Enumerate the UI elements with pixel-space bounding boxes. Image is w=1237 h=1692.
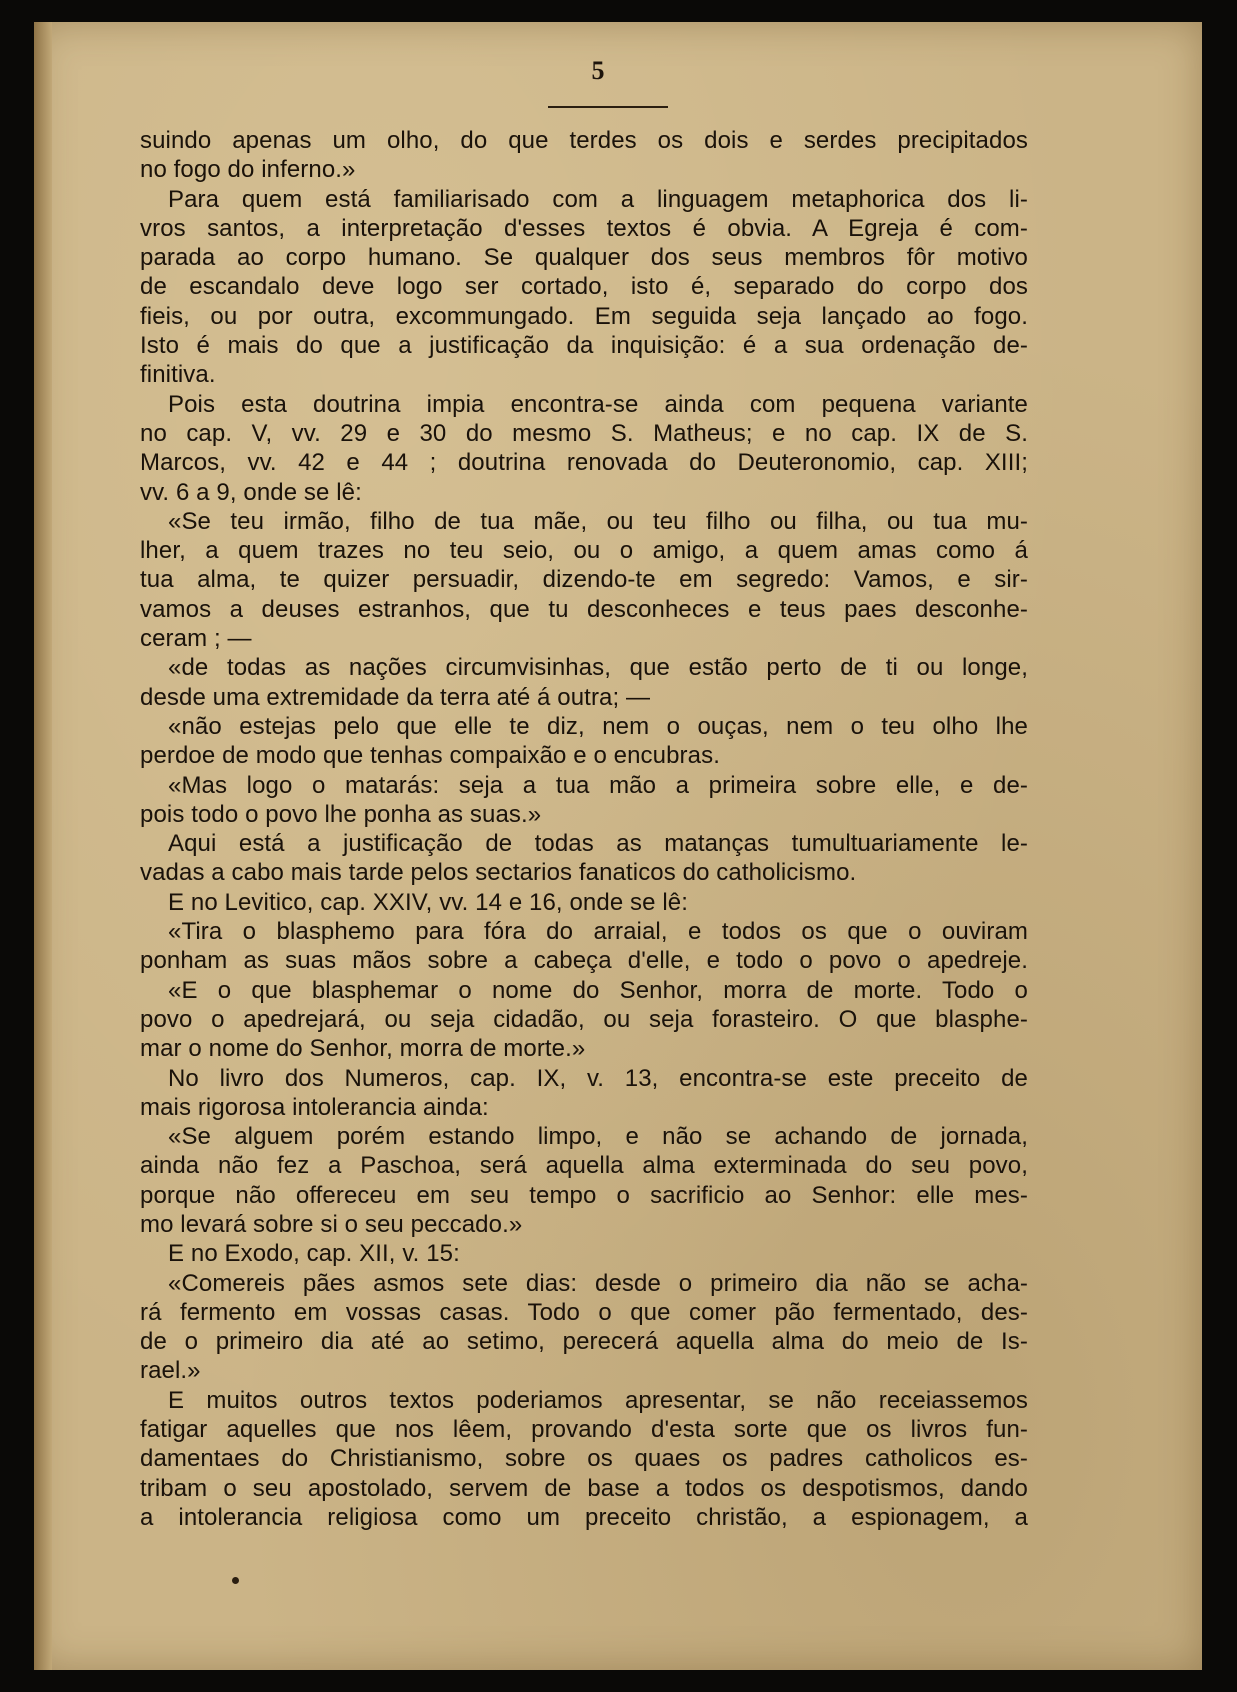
text-line: E no Levitico, cap. XXIV, vv. 14 e 16, onde se lê: [168, 888, 688, 916]
text-line: «Se alguem porém estando limpo, e não se achando de jornada, [168, 1123, 1028, 1151]
text-line: E no Exodo, cap. XII, v. 15: [168, 1240, 460, 1268]
page-binding-edge [34, 22, 52, 1670]
text-line: «de todas as nações circumvisinhas, que estão perto de ti ou longe, [168, 654, 1028, 682]
text-line: vv. 6 a 9, onde se lê: [140, 478, 362, 506]
text-line: rael.» [140, 1357, 201, 1385]
text-line: lher, a quem trazes no teu seio, ou o amigo, a quem amas como á [140, 537, 1028, 565]
text-line: fatigar aquelles que nos lêem, provando d'esta sorte que os livros fun- [140, 1416, 1028, 1444]
text-line: finitiva. [140, 361, 216, 389]
text-line: no fogo do inferno.» [140, 156, 356, 184]
text-line: a intolerancia religiosa como um preceito christão, a espionagem, a [140, 1503, 1028, 1531]
ink-spot [232, 1577, 239, 1584]
text-line: porque não offereceu em seu tempo o sacrificio ao Senhor: elle mes- [140, 1181, 1028, 1209]
text-line: Isto é mais do que a justificação da inquisição: é a sua ordenação de- [140, 332, 1028, 360]
text-line: mais rigorosa intolerancia ainda: [140, 1093, 489, 1121]
text-line: «Mas logo o matarás: seja a tua mão a primeira sobre elle, e de- [168, 771, 1028, 799]
text-line: tua alma, te quizer persuadir, dizendo-te em segredo: Vamos, e sir- [140, 566, 1028, 594]
page-number: 5 [591, 56, 605, 85]
text-line: Marcos, vv. 42 e 44 ; doutrina renovada do Deuteronomio, cap. XIII; [140, 449, 1028, 477]
text-line: Aqui está a justificação de todas as matanças tumultuariamente le- [168, 830, 1028, 858]
text-line: «Tira o blasphemo para fóra do arraial, e todos os que o ouviram [168, 918, 1028, 946]
text-line: de escandalo deve logo ser cortado, isto é, separado do corpo dos [140, 273, 1028, 301]
text-line: rá fermento em vossas casas. Todo o que comer pão fermentado, des- [140, 1298, 1028, 1326]
text-line: no cap. V, vv. 29 e 30 do mesmo S. Matheus; e no cap. IX de S. [140, 419, 1028, 447]
text-line: mo levará sobre si o seu peccado.» [140, 1210, 523, 1238]
body-text [140, 126, 1028, 1532]
text-line: desde uma extremidade da terra até á outra; — [140, 683, 651, 711]
text-line: ceram ; — [140, 625, 252, 653]
text-line: parada ao corpo humano. Se qualquer dos seus membros fôr motivo [140, 244, 1028, 272]
text-line: vamos a deuses estranhos, que tu desconheces e teus paes desconhe- [140, 595, 1028, 623]
text-line: suindo apenas um olho, do que terdes os dois e serdes precipitados [140, 127, 1028, 154]
text-line: Pois esta doutrina impia encontra-se ainda com pequena variante [168, 390, 1028, 418]
text-line: povo o apedrejará, ou seja cidadão, ou seja forasteiro. O que blasphe- [140, 1005, 1028, 1033]
text-line: fieis, ou por outra, excommungado. Em seguida seja lançado ao fogo. [140, 302, 1028, 330]
text-line: damentaes do Christianismo, sobre os quaes os padres catholicos es- [140, 1445, 1028, 1473]
text-line: ainda não fez a Paschoa, será aquella alma exterminada do seu povo, [140, 1152, 1028, 1180]
text-line: Para quem está familiarisado com a linguagem metaphorica dos li- [168, 185, 1028, 213]
text-line: E muitos outros textos poderiamos apresentar, se não receiassemos [168, 1386, 1028, 1414]
text-line: ponham as suas mãos sobre a cabeça d'elle, e todo o povo o apedreje. [140, 947, 1028, 975]
text-line: mar o nome do Senhor, morra de morte.» [140, 1035, 586, 1063]
text-line: tribam o seu apostolado, servem de base a todos os despotismos, dando [140, 1474, 1028, 1502]
text-line: pois todo o povo lhe ponha as suas.» [140, 800, 542, 828]
text-line: vros santos, a interpretação d'esses textos é obvia. A Egreja é com- [140, 214, 1028, 242]
text-line: perdoe de modo que tenhas compaixão e o encubras. [140, 742, 720, 770]
text-line: No livro dos Numeros, cap. IX, v. 13, encontra-se este preceito de [168, 1064, 1028, 1092]
text-line: «não estejas pelo que elle te diz, nem o ouças, nem o teu olho lhe [168, 712, 1028, 740]
text-line: vadas a cabo mais tarde pelos sectarios fanaticos do catholicismo. [140, 859, 857, 887]
text-line: «E o que blasphemar o nome do Senhor, morra de morte. Todo o [168, 976, 1028, 1004]
page-number-rule [548, 106, 668, 108]
text-line: «Se teu irmão, filho de tua mãe, ou teu filho ou filha, ou tua mu- [168, 507, 1028, 535]
text-line: de o primeiro dia até ao setimo, perecerá aquella alma do meio de Is- [140, 1328, 1028, 1356]
text-line: «Comereis pães asmos sete dias: desde o primeiro dia não se acha- [168, 1269, 1028, 1297]
